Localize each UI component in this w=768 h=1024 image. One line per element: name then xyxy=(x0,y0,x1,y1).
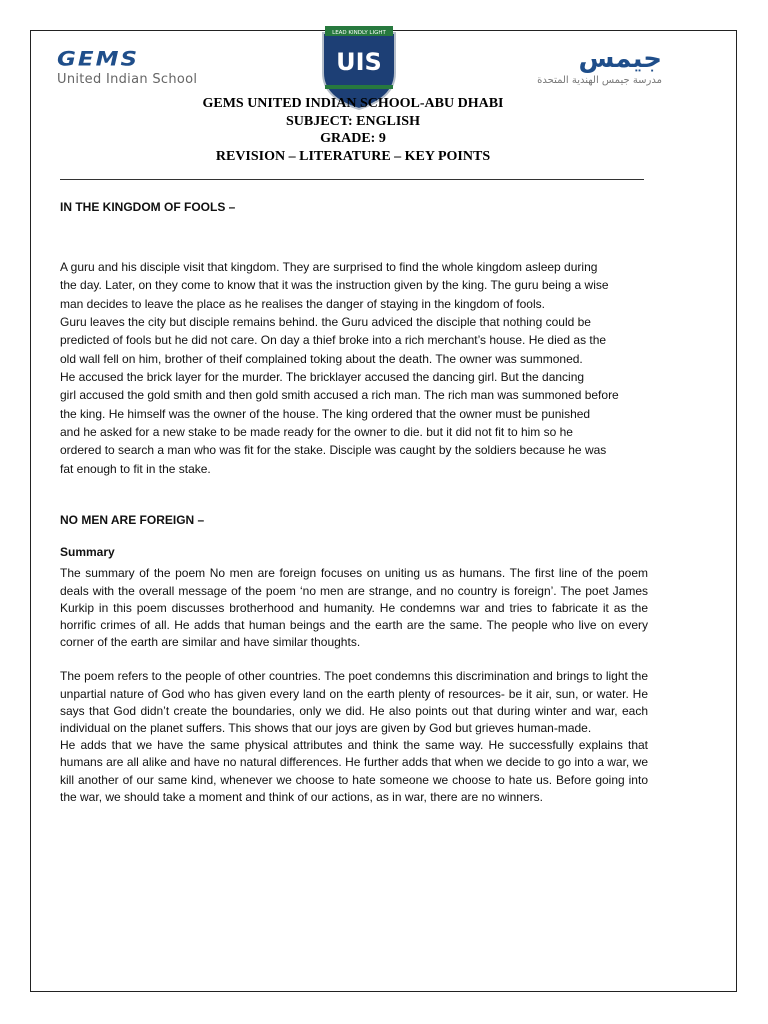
text-line: ordered to search a man who was fit for the stake. Disciple was caught by the soldiers because he was xyxy=(60,443,607,458)
text-line: old wall fell on him, brother of theif complained toking about the death. The owner was summoned. xyxy=(60,351,583,366)
gems-logo-subtitle: United Indian School xyxy=(57,72,198,87)
uis-banner-text: LEAD KINDLY LIGHT xyxy=(332,30,386,36)
arabic-logo-title: جيمس xyxy=(578,44,662,74)
text-line: man decides to leave the place as he realises the danger of staying in the kingdom of fools. xyxy=(60,296,545,311)
summary-paragraph-3: He adds that we have the same physical attributes and think the same way. He successfully explains that humans are all alike and have no natural differences. He further adds that when we decide to go into a war, we kill another of our same kind, whenever we choose to hate someone we choose to hate us. Before going into the war, we should take a moment and think of our actions, as in war, there are no winners. xyxy=(60,738,648,804)
section-title-no-men-are-foreign: NO MEN ARE FOREIGN – xyxy=(60,513,205,528)
grade-line: GRADE: 9 xyxy=(320,131,386,146)
text-line: girl accused the gold smith and then gold smith accused a rich man. The rich man was summoned before xyxy=(60,388,619,403)
school-name: GEMS UNITED INDIAN SCHOOL-ABU DHABI xyxy=(202,96,504,111)
uis-logo-text: UIS xyxy=(336,48,382,76)
text-line: the king. He himself was the owner of the house. The king ordered that the owner must be punished xyxy=(60,406,591,421)
summary-paragraph-1: The summary of the poem No men are foreign focuses on uniting us as humans. The first line of the poem deals with the overall message of the poem ‘no men are strange, and no country is foreign’. The poet James Kurkip in this poem discusses brotherhood and humanity. He condemns war and tries to fabricate it as the horrific crimes of all. He adds that human beings and the earth are the same. The people who live on every corner of the earth are similar and have similar thoughts. xyxy=(60,566,648,650)
arabic-logo-subtitle: مدرسة جيمس الهندية المتحدة xyxy=(537,75,662,86)
summary-paragraph-2: The poem refers to the people of other countries. The poet condemns this discrimination and brings to light the unpartial nature of God who has given every land on the earth plenty of resources- be it air, sun, or water. He says that God didn’t create the boundaries, only we did. He also points out that during winter and war, each individual on the planet suffers. This shows that our joys are given by God but grieves human-made. xyxy=(60,669,648,736)
text-line: fat enough to fit in the stake. xyxy=(60,461,211,476)
gems-logo xyxy=(57,50,247,88)
arabic-logo xyxy=(480,44,662,87)
text-line: He accused the brick layer for the murder. The bricklayer accused the dancing girl. But the dancing xyxy=(60,370,585,385)
text-line: and he asked for a new stake to be made ready for the owner to die. but it did not fit to him so he xyxy=(60,425,573,440)
header-divider xyxy=(60,179,644,180)
text-line: A guru and his disciple visit that kingdom. They are surprised to find the whole kingdom asleep during xyxy=(60,260,598,274)
subject-line: SUBJECT: ENGLISH xyxy=(286,113,420,129)
text-line: Guru leaves the city but disciple remains behind. the Guru adviced the disciple that nothing could be xyxy=(60,315,591,330)
document-body xyxy=(60,198,648,806)
document-title: REVISION – LITERATURE – KEY POINTS xyxy=(215,148,491,164)
text-line: the day. Later, on they come to know that it was the instruction given by the king. The guru being a wise xyxy=(60,278,609,293)
summary-heading: Summary xyxy=(60,545,115,560)
document-header xyxy=(58,95,648,165)
text-line: predicted of fools but he did not care. On day a thief broke into a rich merchant’s house. He died as the xyxy=(60,333,607,348)
gems-logo-word: GEMS xyxy=(57,48,140,71)
section-title-kingdom-of-fools: IN THE KINGDOM OF FOOLS – xyxy=(60,200,236,214)
kingdom-of-fools-text xyxy=(60,258,648,478)
